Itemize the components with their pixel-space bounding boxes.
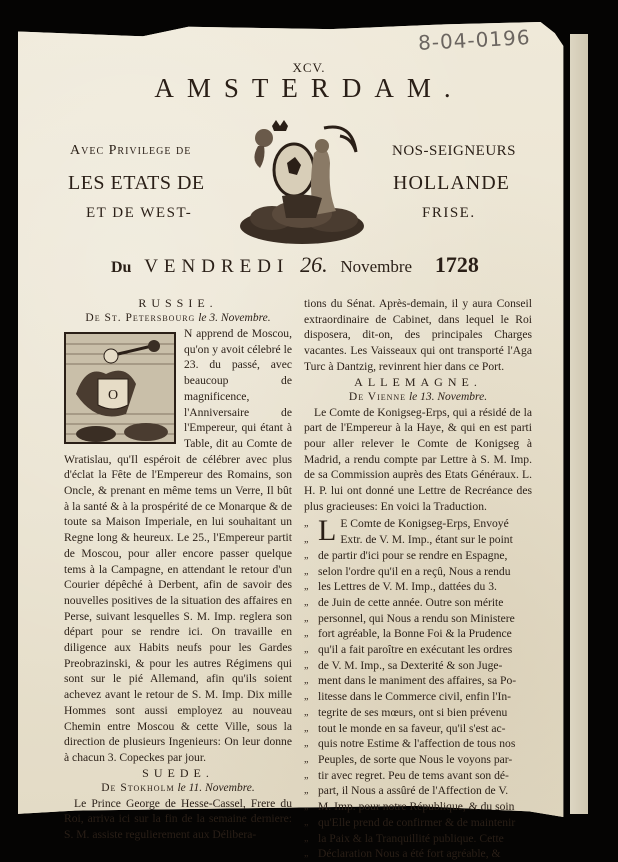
letter-line-text: de V. M. Imp., sa Dexterité & son Juge- (318, 658, 503, 672)
article-allemagne-body: Le Comte de Konigseg-Erps, qui a résidé de la part de l'Empereur à la Haye, & qui en est parti pour aller relever le Comte de Konigseg à Madrid, a rendu compte par Lettre à S. M. Imp. de sa Commission auprès des Etats Généraux. L. H. P. lui ont donné une Lettre de Recréance des plus gracieuses: En voici la Traduction. (304, 405, 532, 513)
letter-dropcap: L (318, 514, 337, 548)
letter-line-text: de Juin de cette année. Outre son mérite (318, 595, 504, 609)
letter-line-text: de partir d'ici pour se rendre en Espagne, (318, 548, 508, 562)
privilege-right-2: HOLLANDE (393, 172, 510, 194)
quote-mark: „ (304, 801, 309, 813)
quote-mark: „ (304, 581, 309, 593)
letter-line (304, 783, 532, 799)
letter-line (304, 532, 532, 548)
letter-line (304, 736, 532, 752)
quote-mark: „ (304, 565, 309, 577)
letter-line (304, 595, 532, 611)
svg-text:O: O (107, 388, 119, 403)
date-month: Novembre (340, 257, 413, 276)
dateline-date: le 3. Novembre. (198, 312, 271, 324)
letter-line (304, 799, 532, 815)
date-year: 1728 (434, 252, 479, 277)
quote-mark: „ (304, 534, 309, 546)
letter-line (304, 752, 532, 768)
dateline-place: De Vienne (348, 390, 407, 403)
letter-line (304, 658, 532, 674)
letter-line-text: M. Imp. pour notre République, & du soin (318, 800, 515, 814)
quote-mark: „ (304, 848, 309, 860)
letter-line (304, 548, 532, 564)
privilege-right-1: NOS-SEIGNEURS (392, 143, 517, 159)
archive-number: 8-04-0196 (417, 25, 532, 55)
privilege-left-2: LES ETATS DE (68, 172, 205, 194)
article-russie-body: N apprend de Moscou, qu'on y avoit célebré le 23. du passé, avec beaucoup de magnificence, l'Anniversaire de l'Empereur, qui étant à Table, dit au Comte de Wratislau, qu'Il espéroit de célébrer avec plus d'éclat la Fête de l'Empereur des Romains, son Oncle, & prenant en même tems un Verre, Il bût à la santé & à la prospérité de ce Monarque & de toute sa Maison Imperiale, en lui souhaitant un Regne long & heureux. Le 25., l'Empereur partit de Moscou, pour aller encore passer quelque tems à la Campagne, en attendant le retour d'un Courier dépêché à Derbent, afin de savoir des nouvelles positives de la situation des affaires en Perse, suivant lesquelles S. M. Imp. reglera son départ pour se rendre ici. On travaille en diligence aux Habits neufs pour les Gardes Preobrazinski, & pour les autres Régimens qui sont sur le pié Allemand, afin qu'ils soient achevez avant le retour de S. M. Imp. Dix mille Hommes sont aussi employez au nouveau Chemin entre Moscou & cette Ville, sous la direction de plusieurs Ingenieurs: On leur donne à chacun 3. Copeckes par jour. (64, 327, 292, 764)
quote-mark: „ (304, 675, 309, 687)
article-suede-body-left: Le Prince George de Hesse-Cassel, Frere du Roi, arriva ici sur la fin de la semaine derniere: S. M. assiste regulierement aux Délibera- (64, 796, 292, 842)
date-weekday: VENDREDI (144, 256, 290, 277)
quote-mark: „ (304, 785, 309, 797)
letter-line (304, 579, 532, 595)
letter-line-text: qu'Elle prend de confirmer & de maintenir (318, 815, 516, 829)
privilege-right-3: FRISE. (422, 205, 476, 221)
letter-line (304, 564, 532, 580)
right-column (304, 296, 532, 862)
letter-line (304, 768, 532, 784)
date-day: 26. (300, 252, 328, 277)
letter-line-text: la Paix & la Tranquillité publique. Cette (318, 831, 504, 845)
letter-line (304, 831, 532, 847)
left-column (64, 296, 292, 843)
dropcap-illustration-icon (64, 332, 176, 444)
letter-line (304, 611, 532, 627)
quote-mark: „ (304, 738, 309, 750)
letter-line (304, 705, 532, 721)
quote-mark: „ (304, 722, 309, 734)
letter-line-text: part, il Nous a assûré de l'Affection de V. (318, 784, 509, 798)
letter-line (304, 721, 532, 737)
quote-mark: „ (304, 549, 309, 561)
quote-mark: „ (304, 644, 309, 656)
letter-line-text: Déclaration Nous a été fort agréable, & (318, 847, 501, 861)
letter-line-text: tir avec regret. Peu de tems avant son dé- (318, 768, 509, 782)
letter-line-text: ment dans le maniment des affaires, sa Po- (318, 674, 517, 688)
letter-line-text: Extr. de V. M. Imp., étant sur le point (340, 533, 513, 547)
quote-mark: „ (304, 832, 309, 844)
letter-line-text: qu'il a fait paroître en exécutant les ordres (318, 643, 513, 657)
section-dateline-russie (64, 311, 292, 326)
dateline-date: le 13. Novembre. (408, 390, 488, 403)
quote-mark: „ (304, 596, 309, 608)
section-title-russie: RUSSIE. (138, 296, 218, 310)
letter-line-text: selon l'ordre qu'il en a reçû, Nous a rendu (318, 564, 511, 578)
section-title-allemagne: ALLEMAGNE. (354, 374, 482, 389)
section-title-suede: SUEDE. (142, 765, 214, 780)
section-dateline-suede (64, 781, 292, 796)
quote-mark: „ (304, 691, 309, 703)
date-prefix: Du (111, 259, 132, 276)
letter-line (304, 626, 532, 642)
letter-line-text: les Lettres de V. M. Imp., dattées du 3. (318, 580, 497, 594)
letter-line (304, 846, 532, 862)
masthead-city: AMSTERDAM. (154, 73, 464, 103)
letter-line-text: fort agréable, la Bonne Foi & la Prudence (318, 627, 512, 641)
letter-line (304, 689, 532, 705)
quote-mark: „ (304, 769, 309, 781)
allegorical-vignette-icon (232, 118, 372, 248)
letter-line-text: litesse dans le Commerce civil, enfin l'In- (318, 690, 512, 704)
quote-mark: „ (304, 706, 309, 718)
letter-line (304, 673, 532, 689)
quote-mark: „ (304, 816, 309, 828)
letter-line (304, 642, 532, 658)
quote-mark: „ (304, 628, 309, 640)
quote-mark: „ (304, 659, 309, 671)
article-suede-body-right: tions du Sénat. Après-demain, il y aura Conseil extraordinaire de Cabinet, dans lequel le Roi disposera, dit-on, des principales Charges vacantes. Les Vaisseaux qui ont transporté l'Aga Turc à Dantzig, revinrent hier dans ce Port. (304, 297, 532, 373)
section-dateline-allemagne (304, 390, 532, 405)
issue-number: XCV. (292, 60, 326, 75)
dateline-place: De St. Petersbourg (85, 312, 196, 324)
issue-dateline (111, 252, 479, 278)
quote-mark: „ (304, 518, 309, 530)
quote-mark: „ (304, 612, 309, 624)
page-edge (570, 34, 588, 814)
letter-line (304, 815, 532, 831)
privilege-left-3: ET DE WEST- (86, 205, 193, 221)
letter-line-text: tout le monde en sa faveur, qu'il s'est ac- (318, 721, 506, 735)
letter-line-text: Peuples, de sorte que Nous le voyons par- (318, 752, 513, 766)
dateline-date: le 11. Novembre. (177, 781, 255, 794)
dateline-place: De Stokholm (101, 781, 175, 794)
privilege-left-1: Avec Privilege de (70, 143, 192, 158)
letter-line-text: tegrite de ses mœurs, ont si bien prévenu (318, 705, 508, 719)
letter-line-text: quis notre Estime & l'affection de tous nos (318, 737, 516, 751)
letter-line-text: personnel, qui Nous a rendu son Ministere (318, 611, 515, 625)
quoted-letter (304, 516, 532, 861)
letter-line-text: E Comte de Konigseg-Erps, Envoyé (340, 517, 509, 531)
quote-mark: „ (304, 753, 309, 765)
